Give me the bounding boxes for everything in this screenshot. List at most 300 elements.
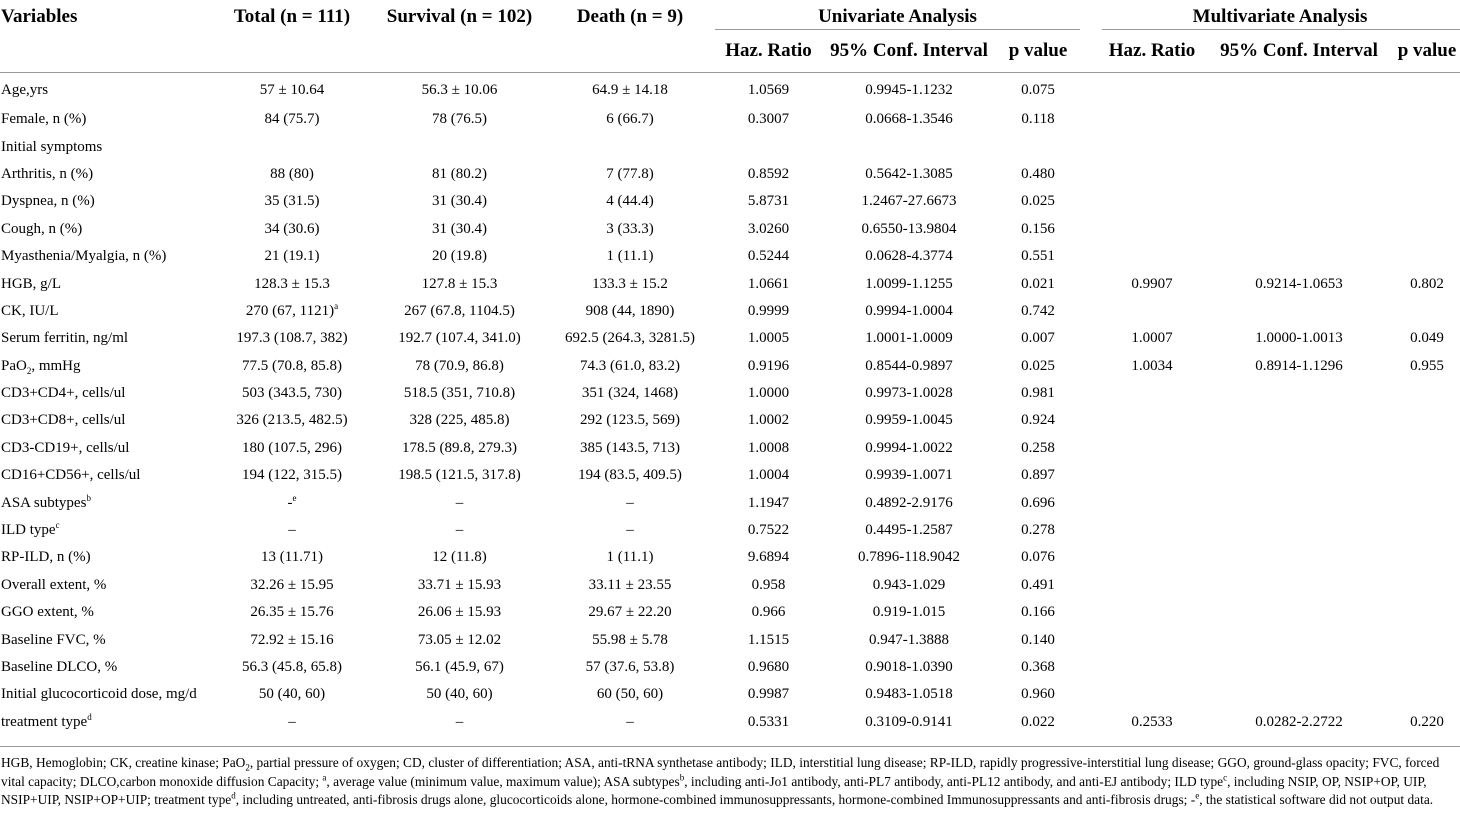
univariate-p-value-cell — [994, 188, 1082, 215]
multivariate-conf-interval-cell — [1204, 599, 1394, 626]
univariate-underline — [715, 29, 1080, 30]
cell-value: 1.0569 — [747, 82, 790, 98]
variable-label: Age,yrs — [1, 82, 49, 98]
variable-cell — [0, 216, 212, 243]
multivariate-p-value-cell — [1394, 462, 1460, 489]
multivariate-p-value-cell — [1394, 572, 1460, 599]
survival-cell — [372, 572, 547, 599]
death-cell — [547, 572, 713, 599]
multivariate-haz-ratio-cell — [1100, 654, 1204, 681]
variable-label: Cough, n (%) — [1, 220, 83, 237]
survival-cell — [372, 188, 547, 215]
cell-value: 0.4495-1.2587 — [865, 522, 953, 539]
table-row — [0, 243, 1460, 270]
table-row — [0, 353, 1460, 380]
multivariate-haz-ratio-cell — [1100, 681, 1204, 708]
multivariate-p-value-cell — [1394, 380, 1460, 407]
univariate-conf-interval-cell — [824, 544, 994, 571]
cell-value: 0.022 — [1021, 713, 1055, 730]
survival-cell — [372, 626, 547, 653]
multivariate-conf-interval-cell — [1204, 161, 1394, 188]
variable-label: Baseline DLCO, % — [1, 659, 118, 675]
cell-value: – — [455, 713, 464, 730]
cell-value: 128.3 ± 15.3 — [254, 275, 330, 292]
multivariate-conf-interval-cell — [1204, 544, 1394, 571]
cell-value: 0.9939-1.0071 — [865, 467, 953, 484]
subheader-row — [0, 33, 1460, 69]
total-cell — [212, 216, 372, 243]
survival-cell — [372, 133, 547, 160]
multivariate-p-value-cell — [1394, 243, 1460, 270]
univariate-conf-interval-cell — [824, 325, 994, 352]
table-row — [0, 325, 1460, 352]
header-gap — [1082, 0, 1100, 33]
univariate-conf-interval-cell — [824, 681, 994, 708]
cell-value: - — [287, 494, 293, 511]
cell-value: 0.4892-2.9176 — [865, 494, 953, 511]
variable-label: ILD type — [1, 522, 56, 539]
cell-value: 1 (11.1) — [606, 248, 654, 265]
survival-cell — [372, 270, 547, 297]
multivariate-haz-ratio-cell — [1100, 517, 1204, 544]
cell-value: 1.0000-1.0013 — [1255, 330, 1343, 347]
death-cell — [547, 544, 713, 571]
univariate-haz-ratio-cell — [713, 298, 824, 325]
gap-cell — [1082, 106, 1100, 133]
survival-cell — [372, 462, 547, 489]
death-cell — [547, 435, 713, 462]
univariate-haz-ratio-cell — [713, 353, 824, 380]
variable-cell — [0, 462, 212, 489]
cell-value: 0.3109-0.9141 — [865, 713, 953, 730]
multivariate-haz-ratio-cell — [1100, 298, 1204, 325]
multivariate-conf-interval-cell — [1204, 69, 1394, 106]
variable-cell — [0, 106, 212, 133]
gap-cell — [1082, 654, 1100, 681]
death-cell — [547, 216, 713, 243]
cell-value: 3.0260 — [747, 220, 790, 237]
univariate-haz-ratio-cell — [713, 407, 824, 434]
gap-cell — [1082, 69, 1100, 106]
variable-subscript: 2 — [26, 365, 32, 376]
cell-superscript: e — [292, 492, 297, 503]
cell-value: – — [455, 522, 464, 539]
table-row — [0, 599, 1460, 626]
footnote-text: , including anti-Jo1 antibody, anti-PL7 antibody, anti-PL12 antibody, and anti-EJ antibody; ILD type — [684, 773, 1224, 789]
death-cell — [547, 298, 713, 325]
header-uni-conf-interval: 95% Conf. Interval — [830, 40, 988, 61]
variable-cell — [0, 654, 212, 681]
table-row — [0, 380, 1460, 407]
cell-value: 292 (123.5, 569) — [580, 412, 680, 429]
cell-value: 0.696 — [1021, 494, 1055, 511]
cell-value: 0.278 — [1021, 522, 1055, 539]
variable-cell — [0, 407, 212, 434]
multivariate-haz-ratio-cell — [1100, 133, 1204, 160]
univariate-haz-ratio-cell — [713, 270, 824, 297]
cell-value: 0.049 — [1410, 330, 1444, 347]
death-cell — [547, 380, 713, 407]
univariate-conf-interval-cell — [824, 462, 994, 489]
cell-value: 180 (107.5, 296) — [242, 439, 342, 456]
univariate-conf-interval-cell — [824, 270, 994, 297]
multivariate-haz-ratio-cell — [1100, 407, 1204, 434]
header-survival: Survival (n = 102) — [386, 5, 533, 27]
cell-value: 0.9999 — [747, 302, 790, 319]
univariate-conf-interval-cell — [824, 517, 994, 544]
univariate-haz-ratio-cell — [713, 572, 824, 599]
footnote-text: , average value (minimum value, maximum value); ASA subtypes — [326, 773, 680, 789]
cell-value: 0.9680 — [747, 659, 790, 675]
variable-label: CD3-CD19+, cells/ul — [1, 439, 130, 456]
multivariate-conf-interval-cell — [1204, 626, 1394, 653]
variable-cell — [0, 435, 212, 462]
gap-cell — [1082, 435, 1100, 462]
cell-value: 20 (19.8) — [432, 248, 487, 265]
multivariate-p-value-cell — [1394, 681, 1460, 708]
table-row — [0, 462, 1460, 489]
cell-value: 56.1 (45.9, 67) — [415, 659, 504, 675]
footnote-superscript: c — [1223, 772, 1228, 783]
variable-cell — [0, 69, 212, 106]
univariate-conf-interval-cell — [824, 353, 994, 380]
multivariate-conf-interval-cell — [1204, 380, 1394, 407]
table-footnote — [1, 754, 1451, 810]
univariate-conf-interval-cell — [824, 216, 994, 243]
multivariate-p-value-cell — [1394, 626, 1460, 653]
gap-cell — [1082, 298, 1100, 325]
variable-label-suffix: , mmHg — [31, 357, 81, 374]
univariate-conf-interval-cell — [824, 435, 994, 462]
cell-value: 78 (70.9, 86.8) — [415, 357, 504, 374]
survival-cell — [372, 517, 547, 544]
cell-value: 88 (80) — [270, 165, 314, 182]
variable-cell — [0, 626, 212, 653]
variable-label: ASA subtypes — [1, 494, 87, 511]
total-cell — [212, 544, 372, 571]
cell-value: 0.0668-1.3546 — [865, 111, 953, 128]
gap-cell — [1082, 599, 1100, 626]
univariate-haz-ratio-cell — [713, 69, 824, 106]
survival-cell — [372, 161, 547, 188]
cell-value: 0.966 — [751, 604, 786, 621]
univariate-haz-ratio-cell — [713, 325, 824, 352]
footnote-subscript: 2 — [245, 762, 250, 773]
cell-value: 0.8914-1.1296 — [1255, 357, 1343, 374]
cell-value: – — [626, 713, 634, 730]
univariate-conf-interval-cell — [824, 654, 994, 681]
cell-value: 64.9 ± 14.18 — [592, 82, 668, 98]
table-row — [0, 69, 1460, 106]
cell-value: 57 ± 10.64 — [259, 82, 325, 98]
multivariate-p-value-cell — [1394, 435, 1460, 462]
univariate-conf-interval-cell — [824, 709, 994, 736]
univariate-haz-ratio-cell — [713, 709, 824, 736]
total-cell — [212, 270, 372, 297]
death-cell — [547, 626, 713, 653]
survival-cell — [372, 380, 547, 407]
cell-value: 0.9973-1.0028 — [865, 385, 953, 402]
cell-value: 0.5331 — [747, 713, 790, 730]
death-cell — [547, 353, 713, 380]
cell-value: 0.9907 — [1131, 275, 1173, 292]
cell-value: 0.007 — [1021, 330, 1055, 347]
total-cell — [212, 489, 372, 516]
variable-label: Baseline FVC, % — [1, 631, 106, 648]
cell-value: 0.076 — [1021, 549, 1055, 566]
cell-value: 0.960 — [1021, 686, 1055, 703]
univariate-conf-interval-cell — [824, 380, 994, 407]
gap-cell — [1082, 353, 1100, 380]
death-cell — [547, 270, 713, 297]
cell-value: 127.8 ± 15.3 — [421, 275, 498, 292]
univariate-conf-interval-cell — [824, 298, 994, 325]
cell-value: 0.9959-1.0045 — [865, 412, 953, 429]
footer-rule — [0, 746, 1460, 747]
footnote-superscript: a — [322, 772, 327, 783]
cell-value: 0.9987 — [747, 686, 790, 703]
cell-value: 1.0000 — [747, 385, 790, 402]
cell-value: – — [455, 494, 464, 511]
cell-value: 77.5 (70.8, 85.8) — [242, 357, 342, 374]
multivariate-haz-ratio-cell — [1100, 462, 1204, 489]
table-row — [0, 709, 1460, 736]
header-multi-haz-ratio: Haz. Ratio — [1108, 40, 1196, 61]
cell-value: 50 (40, 60) — [426, 686, 493, 703]
footnote-superscript: e — [1195, 790, 1200, 801]
table-row — [0, 626, 1460, 653]
variable-label: Initial glucocorticoid dose, mg/d — [1, 686, 197, 703]
multivariate-haz-ratio-cell — [1100, 243, 1204, 270]
table-row — [0, 133, 1460, 160]
multivariate-haz-ratio-cell — [1100, 325, 1204, 352]
multivariate-haz-ratio-cell — [1100, 572, 1204, 599]
cell-value: 35 (31.5) — [264, 193, 320, 210]
header-univariate-label: Univariate Analysis — [818, 5, 977, 27]
cell-value: 0.9196 — [747, 357, 790, 374]
cell-value: 4 (44.4) — [606, 193, 654, 210]
multivariate-p-value-cell — [1394, 325, 1460, 352]
univariate-p-value-cell — [994, 681, 1082, 708]
multivariate-haz-ratio-cell — [1100, 489, 1204, 516]
multivariate-conf-interval-cell — [1204, 325, 1394, 352]
multivariate-p-value-cell — [1394, 407, 1460, 434]
survival-cell — [372, 489, 547, 516]
multivariate-p-value-cell — [1394, 489, 1460, 516]
cell-value: 55.98 ± 5.78 — [592, 631, 668, 648]
univariate-haz-ratio-cell — [713, 489, 824, 516]
univariate-conf-interval-cell — [824, 106, 994, 133]
cell-value: 351 (324, 1468) — [581, 385, 679, 402]
univariate-haz-ratio-cell — [713, 216, 824, 243]
cell-value: 0.9945-1.1232 — [865, 82, 953, 98]
cell-value: 692.5 (264.3, 3281.5) — [565, 330, 695, 347]
gap-cell — [1082, 243, 1100, 270]
cell-value: 0.5642-1.3085 — [865, 165, 953, 182]
death-cell — [547, 161, 713, 188]
univariate-conf-interval-cell — [824, 188, 994, 215]
cell-value: 328 (225, 485.8) — [409, 412, 510, 429]
table-row — [0, 270, 1460, 297]
multivariate-conf-interval-cell — [1204, 243, 1394, 270]
cell-value: 0.156 — [1021, 220, 1055, 237]
multivariate-haz-ratio-cell — [1100, 544, 1204, 571]
multivariate-conf-interval-cell — [1204, 572, 1394, 599]
cell-value: 13 (11.71) — [261, 549, 323, 566]
multivariate-p-value-cell — [1394, 709, 1460, 736]
multivariate-conf-interval-cell — [1204, 654, 1394, 681]
total-cell — [212, 325, 372, 352]
cell-value: 33.71 ± 15.93 — [417, 576, 502, 593]
multivariate-haz-ratio-cell — [1100, 599, 1204, 626]
univariate-p-value-cell — [994, 544, 1082, 571]
survival-cell — [372, 69, 547, 106]
variable-label: Female, n (%) — [1, 111, 87, 128]
gap-cell — [1082, 709, 1100, 736]
cell-value: 0.075 — [1021, 82, 1055, 98]
survival-cell — [372, 435, 547, 462]
cell-value: 0.919-1.015 — [872, 604, 946, 621]
variable-cell — [0, 572, 212, 599]
cell-value: 326 (213.5, 482.5) — [236, 412, 348, 429]
death-cell — [547, 69, 713, 106]
footnote-text: HGB, Hemoglobin; CK, creatine kinase; PaO — [1, 755, 246, 770]
cell-value: 198.5 (121.5, 317.8) — [398, 467, 521, 484]
gap-cell — [1082, 462, 1100, 489]
cell-value: 0.021 — [1021, 275, 1055, 292]
cell-value: 5.8731 — [747, 193, 790, 210]
univariate-haz-ratio-cell — [713, 599, 824, 626]
cell-value: 81 (80.2) — [432, 165, 487, 182]
cell-value: 178.5 (89.8, 279.3) — [402, 439, 517, 456]
cell-value: 1.0008 — [747, 439, 790, 456]
cell-value: 6 (66.7) — [606, 111, 654, 128]
header-row — [0, 0, 1460, 33]
total-cell — [212, 462, 372, 489]
footnote-text: , including NSIP, OP, NSIP+OP, UIP, NSIP+UIP, NSIP+OP+UIP; treatment type — [1, 773, 1427, 808]
cell-value: 1.0099-1.1255 — [865, 275, 953, 292]
multivariate-p-value-cell — [1394, 106, 1460, 133]
cell-value: 31 (30.4) — [432, 193, 487, 210]
variable-cell — [0, 709, 212, 736]
header-multi-p-value: p value — [1397, 40, 1457, 61]
cell-value: 33.11 ± 23.55 — [588, 576, 672, 593]
multivariate-p-value-cell — [1394, 517, 1460, 544]
univariate-conf-interval-cell — [824, 133, 994, 160]
total-cell — [212, 380, 372, 407]
gap-cell — [1082, 407, 1100, 434]
death-cell — [547, 106, 713, 133]
variable-label: Arthritis, n (%) — [1, 165, 94, 182]
variable-label: PaO — [1, 357, 27, 374]
total-cell — [212, 517, 372, 544]
cell-value: 84 (75.7) — [264, 111, 320, 128]
survival-cell — [372, 681, 547, 708]
multivariate-haz-ratio-cell — [1100, 435, 1204, 462]
cell-value: 56.3 ± 10.06 — [421, 82, 498, 98]
total-cell — [212, 353, 372, 380]
header-multi-conf-interval: 95% Conf. Interval — [1220, 40, 1378, 61]
univariate-p-value-cell — [994, 133, 1082, 160]
cell-value: 1.0007 — [1131, 330, 1173, 347]
table-row — [0, 161, 1460, 188]
cell-value: 0.3007 — [747, 111, 790, 128]
univariate-haz-ratio-cell — [713, 106, 824, 133]
survival-cell — [372, 407, 547, 434]
gap-cell — [1082, 572, 1100, 599]
univariate-p-value-cell — [994, 517, 1082, 544]
total-cell — [212, 626, 372, 653]
cell-value: 0.9018-1.0390 — [865, 659, 953, 675]
cell-value: 1.0002 — [747, 412, 790, 429]
cell-value: 0.897 — [1021, 467, 1055, 484]
variable-cell — [0, 325, 212, 352]
cell-value: 0.368 — [1021, 659, 1055, 675]
variable-cell — [0, 133, 212, 160]
univariate-haz-ratio-cell — [713, 517, 824, 544]
cell-value: 0.025 — [1021, 357, 1055, 374]
cell-value: 1.0005 — [747, 330, 790, 347]
cell-value: 0.2533 — [1131, 713, 1173, 730]
cell-value: 0.0282-2.2722 — [1255, 713, 1343, 730]
univariate-haz-ratio-cell — [713, 654, 824, 681]
cell-value: 908 (44, 1890) — [585, 302, 675, 319]
cell-value: 56.3 (45.8, 65.8) — [242, 659, 342, 675]
death-cell — [547, 188, 713, 215]
univariate-p-value-cell — [994, 380, 1082, 407]
header-univariate — [713, 0, 1082, 33]
variable-superscript: d — [87, 711, 92, 722]
cell-value: 3 (33.3) — [606, 220, 654, 237]
variable-cell — [0, 270, 212, 297]
variable-cell — [0, 380, 212, 407]
univariate-p-value-cell — [994, 161, 1082, 188]
table-row — [0, 407, 1460, 434]
gap-cell — [1082, 517, 1100, 544]
cell-value: – — [626, 494, 634, 511]
survival-cell — [372, 298, 547, 325]
death-cell — [547, 407, 713, 434]
gap-cell — [1082, 325, 1100, 352]
variable-label: treatment type — [1, 713, 88, 730]
cell-value: 0.981 — [1021, 385, 1055, 402]
multivariate-p-value-cell — [1394, 353, 1460, 380]
multivariate-conf-interval-cell — [1204, 462, 1394, 489]
multivariate-conf-interval-cell — [1204, 681, 1394, 708]
cell-superscript: a — [334, 300, 339, 311]
total-cell — [212, 709, 372, 736]
table-row — [0, 681, 1460, 708]
cell-value: 0.220 — [1410, 713, 1444, 730]
header-multivariate-label: Multivariate Analysis — [1192, 5, 1368, 27]
univariate-p-value-cell — [994, 243, 1082, 270]
gap-cell — [1082, 681, 1100, 708]
multivariate-p-value-cell — [1394, 133, 1460, 160]
variable-label: RP-ILD, n (%) — [1, 549, 91, 566]
footnote-text: , the statistical software did not output data. — [1199, 792, 1434, 808]
table-row — [0, 517, 1460, 544]
total-cell — [212, 69, 372, 106]
header-uni-haz-ratio: Haz. Ratio — [725, 40, 812, 61]
univariate-conf-interval-cell — [824, 243, 994, 270]
cell-value: 503 (343.5, 730) — [242, 385, 342, 402]
cell-value: 1.0661 — [747, 275, 790, 292]
multivariate-p-value-cell — [1394, 654, 1460, 681]
cell-value: 0.8544-0.9897 — [865, 357, 953, 374]
survival-cell — [372, 654, 547, 681]
multivariate-p-value-cell — [1394, 216, 1460, 243]
multivariate-conf-interval-cell — [1204, 188, 1394, 215]
